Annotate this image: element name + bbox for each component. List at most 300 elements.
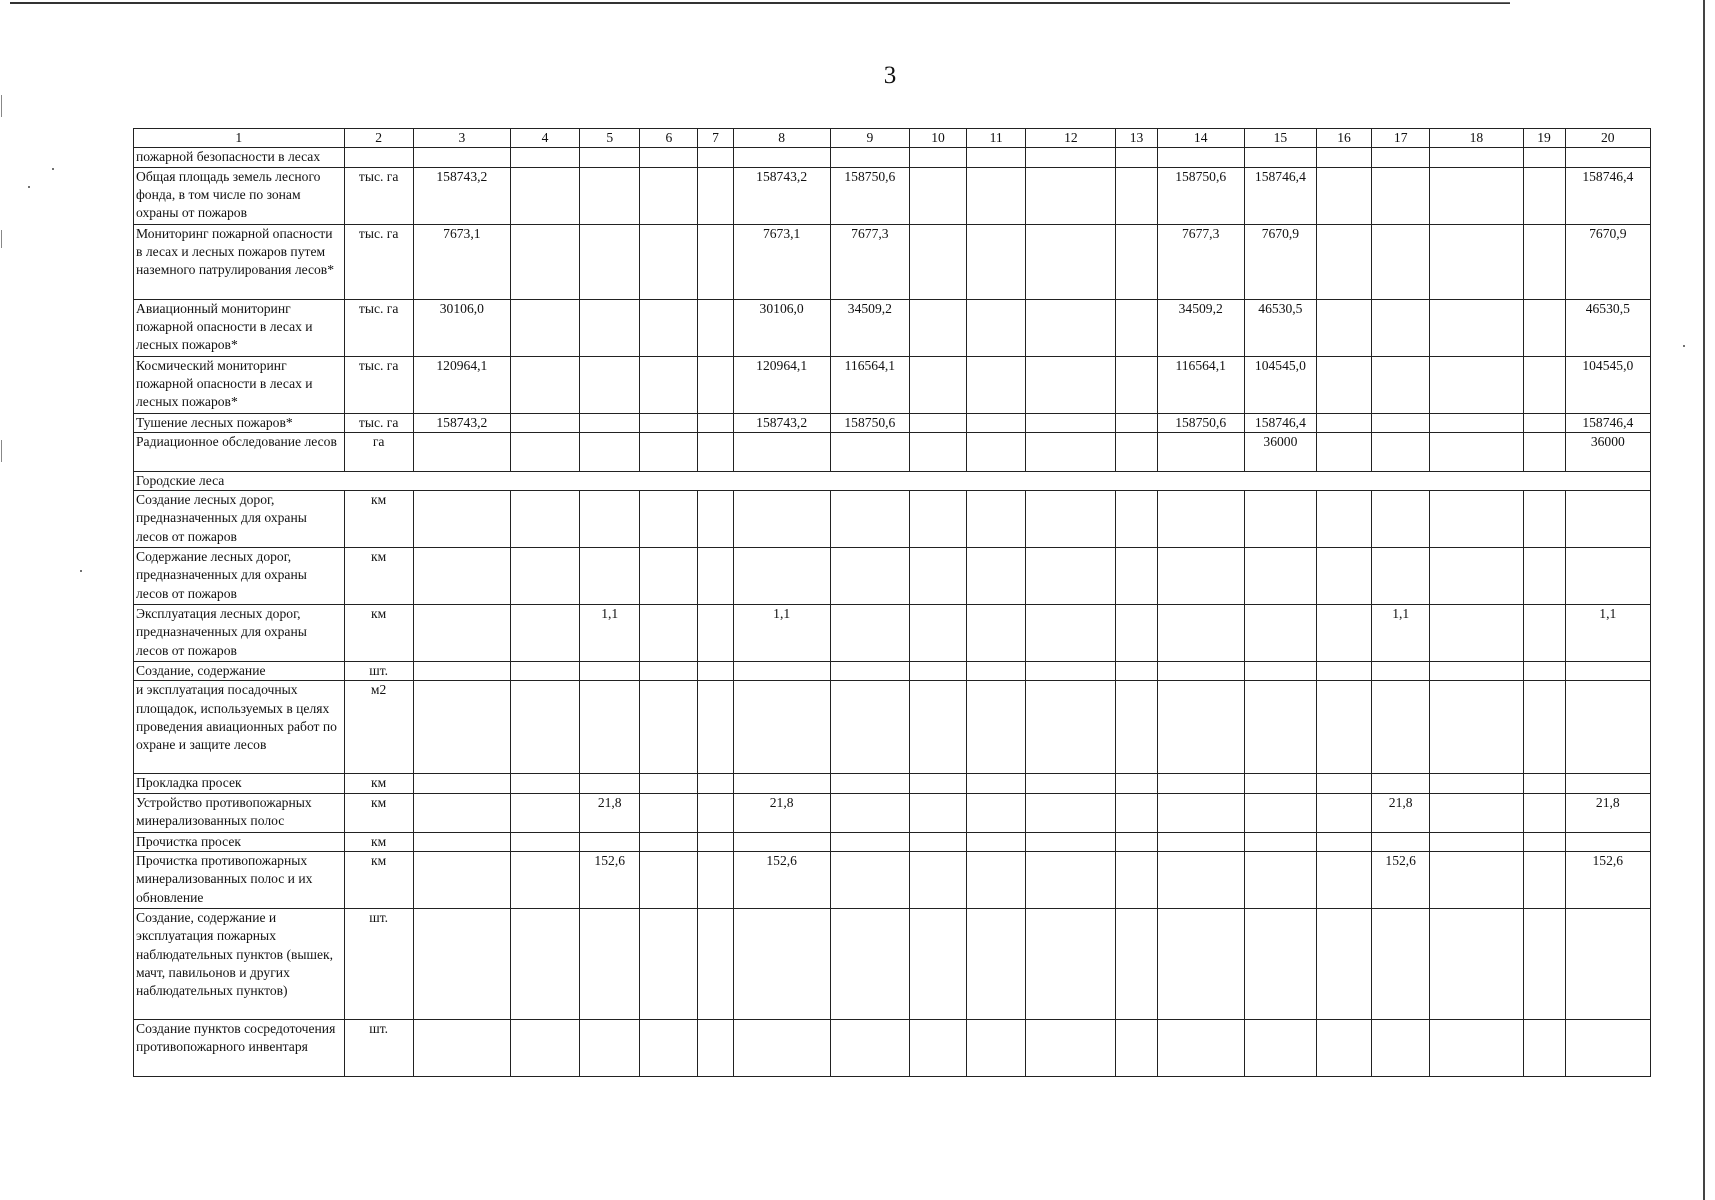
empty-cell-col-7 [698,491,733,548]
empty-cell-col-11 [967,909,1026,1020]
value-cell-col-5 [580,432,640,471]
table-row [134,548,1651,605]
row-label: Прокладка просек [134,774,345,793]
empty-cell-col-4 [510,548,579,605]
value-cell-col-5 [580,356,640,413]
row-label: Создание лесных дорог, предназначенных для охраны лесов от пожаров [134,491,345,548]
empty-cell-col-19 [1523,491,1565,548]
empty-cell-col-10 [909,356,966,413]
value-cell-col-5 [580,662,640,681]
table-row [134,491,1651,548]
value-cell-col-17 [1372,432,1430,471]
empty-cell-col-13 [1116,167,1157,224]
scan-speck [52,168,54,170]
empty-cell-col-10 [909,662,966,681]
empty-cell-col-4 [510,356,579,413]
empty-cell-col-13 [1116,832,1157,851]
value-cell-col-17: 152,6 [1372,852,1430,909]
value-cell-col-9: 158750,6 [830,167,909,224]
value-cell-col-3 [413,774,510,793]
empty-cell-col-19 [1523,1020,1565,1077]
empty-cell-col-16 [1316,774,1371,793]
empty-cell-col-7 [698,356,733,413]
empty-cell-col-6 [640,793,698,832]
row-label: Создание, содержание и эксплуатация пожарных наблюдательных пунктов (вышек, мачт, павильонов и других наблюдательных пунктов) [134,909,345,1020]
value-cell-col-17 [1372,832,1430,851]
value-cell-col-17 [1372,1020,1430,1077]
empty-cell-col-6 [640,432,698,471]
value-cell-col-20 [1565,548,1650,605]
column-number-8: 8 [733,129,830,148]
empty-cell-col-12 [1026,356,1116,413]
empty-cell-col-19 [1523,852,1565,909]
value-cell-col-3: 120964,1 [413,356,510,413]
value-cell-col-15 [1244,832,1316,851]
left-margin-mark [1,230,2,248]
value-cell-col-5 [580,413,640,432]
empty-cell-col-13 [1116,413,1157,432]
empty-cell-col-18 [1430,224,1523,299]
empty-cell-col-18 [1430,548,1523,605]
empty-cell-col-4 [510,681,579,774]
empty-cell-col-16 [1316,662,1371,681]
empty-cell-col-18 [1430,774,1523,793]
empty-cell-col-6 [640,909,698,1020]
empty-cell-col-10 [909,413,966,432]
value-cell-col-14 [1157,1020,1244,1077]
empty-cell-col-13 [1116,299,1157,356]
value-cell-col-15 [1244,1020,1316,1077]
value-cell-col-3: 7673,1 [413,224,510,299]
value-cell-col-3: 30106,0 [413,299,510,356]
empty-cell-col-6 [640,148,698,167]
empty-cell-col-6 [640,832,698,851]
column-number-9: 9 [830,129,909,148]
empty-cell-col-11 [967,299,1026,356]
empty-cell-col-12 [1026,774,1116,793]
table-row [134,832,1651,851]
column-number-15: 15 [1244,129,1316,148]
value-cell-col-14: 158750,6 [1157,167,1244,224]
value-cell-col-14: 116564,1 [1157,356,1244,413]
table-row [134,299,1651,356]
empty-cell-col-16 [1316,793,1371,832]
value-cell-col-8: 158743,2 [733,167,830,224]
value-cell-col-8 [733,774,830,793]
value-cell-col-20 [1565,909,1650,1020]
value-cell-col-8: 158743,2 [733,413,830,432]
empty-cell-col-4 [510,774,579,793]
empty-cell-col-6 [640,605,698,662]
value-cell-col-15 [1244,491,1316,548]
empty-cell-col-4 [510,793,579,832]
empty-cell-col-12 [1026,793,1116,832]
value-cell-col-5 [580,832,640,851]
empty-cell-col-10 [909,852,966,909]
unit-cell: км [344,832,413,851]
empty-cell-col-18 [1430,909,1523,1020]
empty-cell-col-16 [1316,605,1371,662]
unit-cell: км [344,548,413,605]
empty-cell-col-7 [698,299,733,356]
value-cell-col-9 [830,774,909,793]
unit-cell: тыс. га [344,224,413,299]
empty-cell-col-18 [1430,167,1523,224]
value-cell-col-17 [1372,224,1430,299]
column-number-16: 16 [1316,129,1371,148]
empty-cell-col-6 [640,774,698,793]
value-cell-col-15 [1244,148,1316,167]
value-cell-col-8: 7673,1 [733,224,830,299]
row-label: и эксплуатация посадочных площадок, используемых в целях проведения авиационных работ по охране и защите лесов [134,681,345,774]
empty-cell-col-19 [1523,167,1565,224]
empty-cell-col-13 [1116,491,1157,548]
empty-cell-col-10 [909,224,966,299]
empty-cell-col-19 [1523,909,1565,1020]
value-cell-col-20: 1,1 [1565,605,1650,662]
empty-cell-col-16 [1316,832,1371,851]
empty-cell-col-19 [1523,605,1565,662]
value-cell-col-20 [1565,1020,1650,1077]
empty-cell-col-12 [1026,167,1116,224]
empty-cell-col-7 [698,681,733,774]
table-row [134,432,1651,471]
row-label: Прочистка просек [134,832,345,851]
empty-cell-col-10 [909,491,966,548]
value-cell-col-5: 21,8 [580,793,640,832]
value-cell-col-8: 152,6 [733,852,830,909]
value-cell-col-3 [413,432,510,471]
empty-cell-col-7 [698,548,733,605]
column-number-13: 13 [1116,129,1157,148]
empty-cell-col-18 [1430,413,1523,432]
value-cell-col-17 [1372,548,1430,605]
value-cell-col-20 [1565,148,1650,167]
empty-cell-col-4 [510,832,579,851]
value-cell-col-14 [1157,909,1244,1020]
column-number-18: 18 [1430,129,1523,148]
column-number-2: 2 [344,129,413,148]
value-cell-col-14 [1157,548,1244,605]
value-cell-col-3 [413,832,510,851]
value-cell-col-15 [1244,774,1316,793]
value-cell-col-3 [413,605,510,662]
value-cell-col-17 [1372,774,1430,793]
value-cell-col-8 [733,148,830,167]
empty-cell-col-16 [1316,148,1371,167]
empty-cell-col-12 [1026,548,1116,605]
unit-cell [344,148,413,167]
empty-cell-col-19 [1523,662,1565,681]
empty-cell-col-11 [967,605,1026,662]
unit-cell: км [344,852,413,909]
value-cell-col-3 [413,793,510,832]
empty-cell-col-4 [510,432,579,471]
value-cell-col-14 [1157,491,1244,548]
value-cell-col-14 [1157,774,1244,793]
unit-cell: тыс. га [344,413,413,432]
row-label: Прочистка противопожарных минерализованных полос и их обновление [134,852,345,909]
value-cell-col-20: 36000 [1565,432,1650,471]
value-cell-col-14 [1157,852,1244,909]
page-number: 3 [883,62,897,89]
value-cell-col-15 [1244,852,1316,909]
empty-cell-col-13 [1116,356,1157,413]
empty-cell-col-6 [640,491,698,548]
value-cell-col-17 [1372,413,1430,432]
value-cell-col-8: 21,8 [733,793,830,832]
empty-cell-col-4 [510,167,579,224]
value-cell-col-9 [830,681,909,774]
value-cell-col-15 [1244,681,1316,774]
value-cell-col-9 [830,148,909,167]
row-label: Авиационный мониторинг пожарной опасности в лесах и лесных пожаров* [134,299,345,356]
empty-cell-col-12 [1026,413,1116,432]
empty-cell-col-13 [1116,1020,1157,1077]
empty-cell-col-18 [1430,832,1523,851]
value-cell-col-15 [1244,909,1316,1020]
empty-cell-col-4 [510,224,579,299]
empty-cell-col-19 [1523,224,1565,299]
row-label: Общая площадь земель лесного фонда, в том числе по зонам охраны от пожаров [134,167,345,224]
value-cell-col-17 [1372,148,1430,167]
empty-cell-col-19 [1523,832,1565,851]
value-cell-col-5 [580,491,640,548]
column-number-6: 6 [640,129,698,148]
value-cell-col-9 [830,432,909,471]
empty-cell-col-7 [698,1020,733,1077]
value-cell-col-20 [1565,774,1650,793]
value-cell-col-9 [830,909,909,1020]
value-cell-col-5 [580,299,640,356]
value-cell-col-3 [413,148,510,167]
empty-cell-col-11 [967,832,1026,851]
empty-cell-col-11 [967,1020,1026,1077]
value-cell-col-20: 104545,0 [1565,356,1650,413]
empty-cell-col-6 [640,299,698,356]
unit-cell: шт. [344,662,413,681]
empty-cell-col-7 [698,852,733,909]
scan-speck [28,186,30,188]
value-cell-col-17: 1,1 [1372,605,1430,662]
value-cell-col-3 [413,491,510,548]
table-row [134,793,1651,832]
empty-cell-col-16 [1316,1020,1371,1077]
section-title: Городские леса [134,471,1651,490]
row-label: Эксплуатация лесных дорог, предназначенных для охраны лесов от пожаров [134,605,345,662]
unit-cell: тыс. га [344,167,413,224]
unit-cell: шт. [344,1020,413,1077]
value-cell-col-8 [733,491,830,548]
row-label: пожарной безопасности в лесах [134,148,345,167]
empty-cell-col-11 [967,432,1026,471]
top-border-line-thin [1210,2,1510,3]
empty-cell-col-13 [1116,852,1157,909]
value-cell-col-15: 46530,5 [1244,299,1316,356]
table-row [134,681,1651,774]
empty-cell-col-18 [1430,1020,1523,1077]
row-label: Космический мониторинг пожарной опасности в лесах и лесных пожаров* [134,356,345,413]
table-row [134,413,1651,432]
empty-cell-col-4 [510,662,579,681]
empty-cell-col-12 [1026,1020,1116,1077]
empty-cell-col-6 [640,224,698,299]
empty-cell-col-13 [1116,909,1157,1020]
empty-cell-col-10 [909,548,966,605]
empty-cell-col-12 [1026,491,1116,548]
empty-cell-col-13 [1116,432,1157,471]
empty-cell-col-10 [909,909,966,1020]
value-cell-col-17 [1372,909,1430,1020]
value-cell-col-20 [1565,662,1650,681]
empty-cell-col-11 [967,148,1026,167]
empty-cell-col-12 [1026,299,1116,356]
empty-cell-col-18 [1430,491,1523,548]
empty-cell-col-7 [698,224,733,299]
empty-cell-col-18 [1430,793,1523,832]
value-cell-col-5 [580,1020,640,1077]
value-cell-col-5: 152,6 [580,852,640,909]
value-cell-col-9 [830,605,909,662]
table-row [134,224,1651,299]
column-number-12: 12 [1026,129,1116,148]
empty-cell-col-16 [1316,299,1371,356]
unit-cell: км [344,491,413,548]
unit-cell: га [344,432,413,471]
empty-cell-col-7 [698,432,733,471]
empty-cell-col-18 [1430,148,1523,167]
empty-cell-col-16 [1316,491,1371,548]
row-label: Создание, содержание [134,662,345,681]
value-cell-col-15 [1244,548,1316,605]
empty-cell-col-6 [640,852,698,909]
empty-cell-col-10 [909,167,966,224]
table-row [134,774,1651,793]
empty-cell-col-10 [909,832,966,851]
empty-cell-col-13 [1116,605,1157,662]
empty-cell-col-7 [698,148,733,167]
empty-cell-col-4 [510,909,579,1020]
value-cell-col-14 [1157,605,1244,662]
right-border-line [1703,0,1705,1200]
empty-cell-col-19 [1523,356,1565,413]
empty-cell-col-7 [698,605,733,662]
column-number-3: 3 [413,129,510,148]
value-cell-col-14 [1157,662,1244,681]
value-cell-col-5 [580,909,640,1020]
empty-cell-col-16 [1316,167,1371,224]
value-cell-col-8 [733,662,830,681]
value-cell-col-17: 21,8 [1372,793,1430,832]
scan-speck [80,570,82,572]
empty-cell-col-11 [967,662,1026,681]
empty-cell-col-19 [1523,413,1565,432]
table-row [134,605,1651,662]
value-cell-col-5 [580,681,640,774]
unit-cell: км [344,605,413,662]
value-cell-col-20: 158746,4 [1565,167,1650,224]
value-cell-col-17 [1372,167,1430,224]
empty-cell-col-12 [1026,681,1116,774]
value-cell-col-9 [830,793,909,832]
empty-cell-col-4 [510,852,579,909]
empty-cell-col-13 [1116,662,1157,681]
column-number-17: 17 [1372,129,1430,148]
value-cell-col-3 [413,1020,510,1077]
column-number-4: 4 [510,129,579,148]
section-row [134,471,1651,490]
column-number-1: 1 [134,129,345,148]
value-cell-col-9: 7677,3 [830,224,909,299]
value-cell-col-9 [830,1020,909,1077]
empty-cell-col-10 [909,148,966,167]
row-label: Радиационное обследование лесов [134,432,345,471]
empty-cell-col-10 [909,1020,966,1077]
value-cell-col-5 [580,167,640,224]
empty-cell-col-10 [909,299,966,356]
table-row [134,356,1651,413]
empty-cell-col-16 [1316,852,1371,909]
column-number-10: 10 [909,129,966,148]
value-cell-col-20: 158746,4 [1565,413,1650,432]
empty-cell-col-16 [1316,413,1371,432]
empty-cell-col-19 [1523,299,1565,356]
empty-cell-col-11 [967,681,1026,774]
value-cell-col-17 [1372,356,1430,413]
empty-cell-col-13 [1116,774,1157,793]
empty-cell-col-12 [1026,662,1116,681]
value-cell-col-8 [733,909,830,1020]
empty-cell-col-4 [510,413,579,432]
empty-cell-col-18 [1430,605,1523,662]
unit-cell: тыс. га [344,299,413,356]
value-cell-col-3 [413,909,510,1020]
empty-cell-col-16 [1316,681,1371,774]
empty-cell-col-13 [1116,681,1157,774]
row-label: Содержание лесных дорог, предназначенных для охраны лесов от пожаров [134,548,345,605]
table-row [134,167,1651,224]
value-cell-col-8 [733,832,830,851]
column-number-5: 5 [580,129,640,148]
empty-cell-col-18 [1430,432,1523,471]
value-cell-col-20: 152,6 [1565,852,1650,909]
empty-cell-col-10 [909,793,966,832]
empty-cell-col-16 [1316,224,1371,299]
empty-cell-col-18 [1430,299,1523,356]
column-number-7: 7 [698,129,733,148]
value-cell-col-5: 1,1 [580,605,640,662]
empty-cell-col-11 [967,491,1026,548]
value-cell-col-17 [1372,491,1430,548]
value-cell-col-14 [1157,832,1244,851]
value-cell-col-15: 7670,9 [1244,224,1316,299]
value-cell-col-15: 104545,0 [1244,356,1316,413]
empty-cell-col-18 [1430,852,1523,909]
row-label: Тушение лесных пожаров* [134,413,345,432]
empty-cell-col-16 [1316,548,1371,605]
value-cell-col-3: 158743,2 [413,167,510,224]
empty-cell-col-12 [1026,432,1116,471]
empty-cell-col-18 [1430,681,1523,774]
row-label: Создание пунктов сосредоточения противопожарного инвентаря [134,1020,345,1077]
empty-cell-col-10 [909,605,966,662]
empty-cell-col-6 [640,548,698,605]
empty-cell-col-16 [1316,432,1371,471]
column-number-11: 11 [967,129,1026,148]
empty-cell-col-18 [1430,662,1523,681]
empty-cell-col-4 [510,605,579,662]
value-cell-col-9 [830,852,909,909]
